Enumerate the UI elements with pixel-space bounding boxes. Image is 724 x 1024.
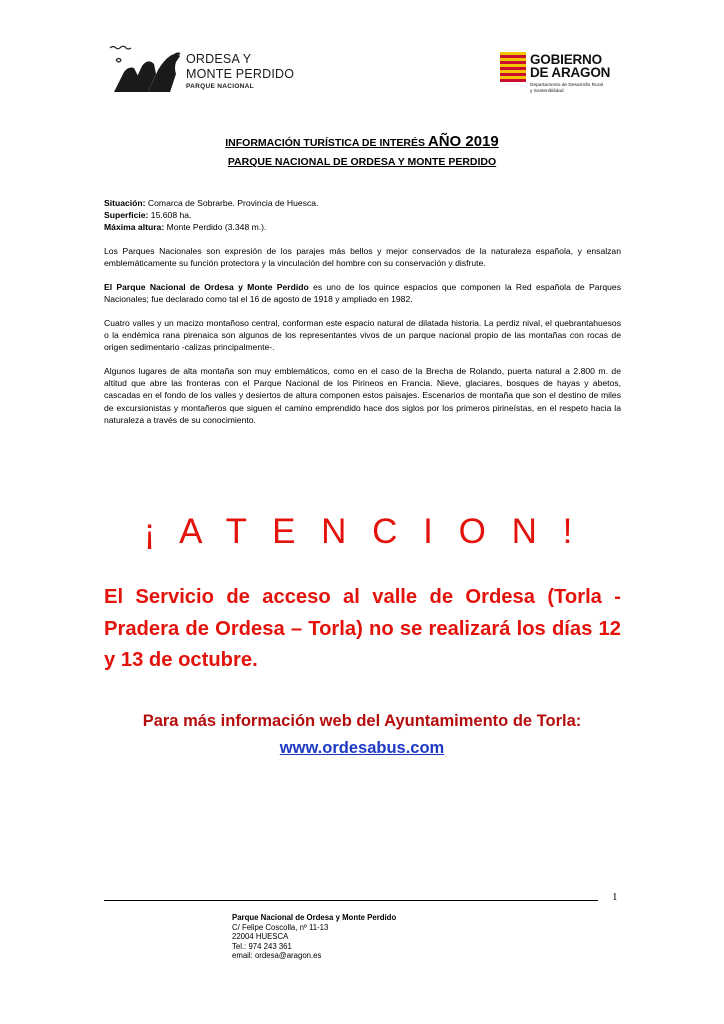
title-prefix: INFORMACIÓN TURÍSTICA DE INTERÉS [225,137,425,149]
government-logo-title2: DE ARAGON [530,65,611,80]
website-link[interactable]: www.ordesabus.com [279,739,445,757]
government-logo-title1: GOBIERNO [530,52,602,67]
government-logo-sub1: Departamento de Desarrollo Rural [530,83,604,88]
document-title [0,133,724,150]
aragon-flag-icon [500,52,526,82]
footer-org-name: Parque Nacional de Ordesa y Monte Perdido [232,913,397,922]
mountain-goat-icon [104,42,184,98]
park-facts [104,197,621,234]
footer-city: 22004 HUESCA [232,932,289,942]
title-year: AÑO 2019 [427,133,499,150]
government-logo [500,50,640,110]
attention-heading: ¡ A T E N C I O N ! [143,512,581,551]
service-notice: El Servicio de acceso al valle de Ordesa (Torla - Pradera de Ordesa – Torla) no se realizará los días 12 y 13 de octubre. [104,586,621,671]
park-logo [104,42,304,98]
document-subtitle: PARQUE NACIONAL DE ORDESA Y MONTE PERDIDO [227,156,497,168]
document-body [104,197,621,438]
fact-altitude: Máxima altura: Monte Perdido (3.348 m.). [104,222,267,233]
paragraph-2: El Parque Nacional de Ordesa y Monte Perdido es uno de los quince espacios que componen la Red española de Parques Nacionales; fue declarado como tal el 16 de agosto de 1918 y ampliado en 1982. [104,282,621,305]
fact-location: Situación: Comarca de Sobrarbe. Provincia de Huesca. [104,198,319,208]
footer-street: C/ Felipe Coscolla, nº 11-13 [232,922,329,932]
paragraph-3: Cuatro valles y un macizo montañoso central, conforman este espacio natural de dilatada historia. La perdiz nival, el quebrantahuesos o la endémica rana pirenaica son algunos de los representantes vivos de un parque nacional propio de las montañas con rocas de origen sedimentario -calizas principalmente-. [104,317,621,353]
footer-divider [104,900,598,901]
page-number: 1 [612,891,618,903]
footer-phone: Tel.: 974 243 361 [232,941,292,951]
park-logo-line1: ORDESA Y [186,52,252,66]
fact-area: Superficie: 15.608 ha. [104,210,192,221]
government-logo-sub2: y Sostenibilidad [530,89,564,94]
paragraph-1: Los Parques Nacionales son expresión de los parajes más bellos y mejor conservados de la naturaleza española, y ensalzan emblemáticamente su función protectora y la vinculación del hombre con su conservación y disfrute. [104,246,621,269]
footer-email: email: ordesa@aragon.es [232,951,322,961]
park-logo-line3: PARQUE NACIONAL [186,83,254,90]
more-info-text: Para más información web del Ayuntamimento de Torla: [142,712,582,730]
website-line [0,739,724,758]
park-logo-line2: MONTE PERDIDO [186,67,295,81]
paragraph-4: Algunos lugares de alta montaña son muy emblemáticos, como en el caso de la Brecha de Rolando, puerta natural a 2.800 m. de altitud que abre las fronteras con el Parque Nacional de los Pirineos en Francia. Nieve, glaciares, bosques de hayas y abetos, cascadas en el fondo de los valles y desiertos de altura componen estos paisajes. Escenarios de montaña que son el destino de miles de excursionistas y montañeros que siguen el camino emprendido hace dos siglos por los primeros pirineístas, en el respeto hacia la naturaleza a través de su conocimiento. [104,366,621,425]
footer-address [232,913,396,961]
